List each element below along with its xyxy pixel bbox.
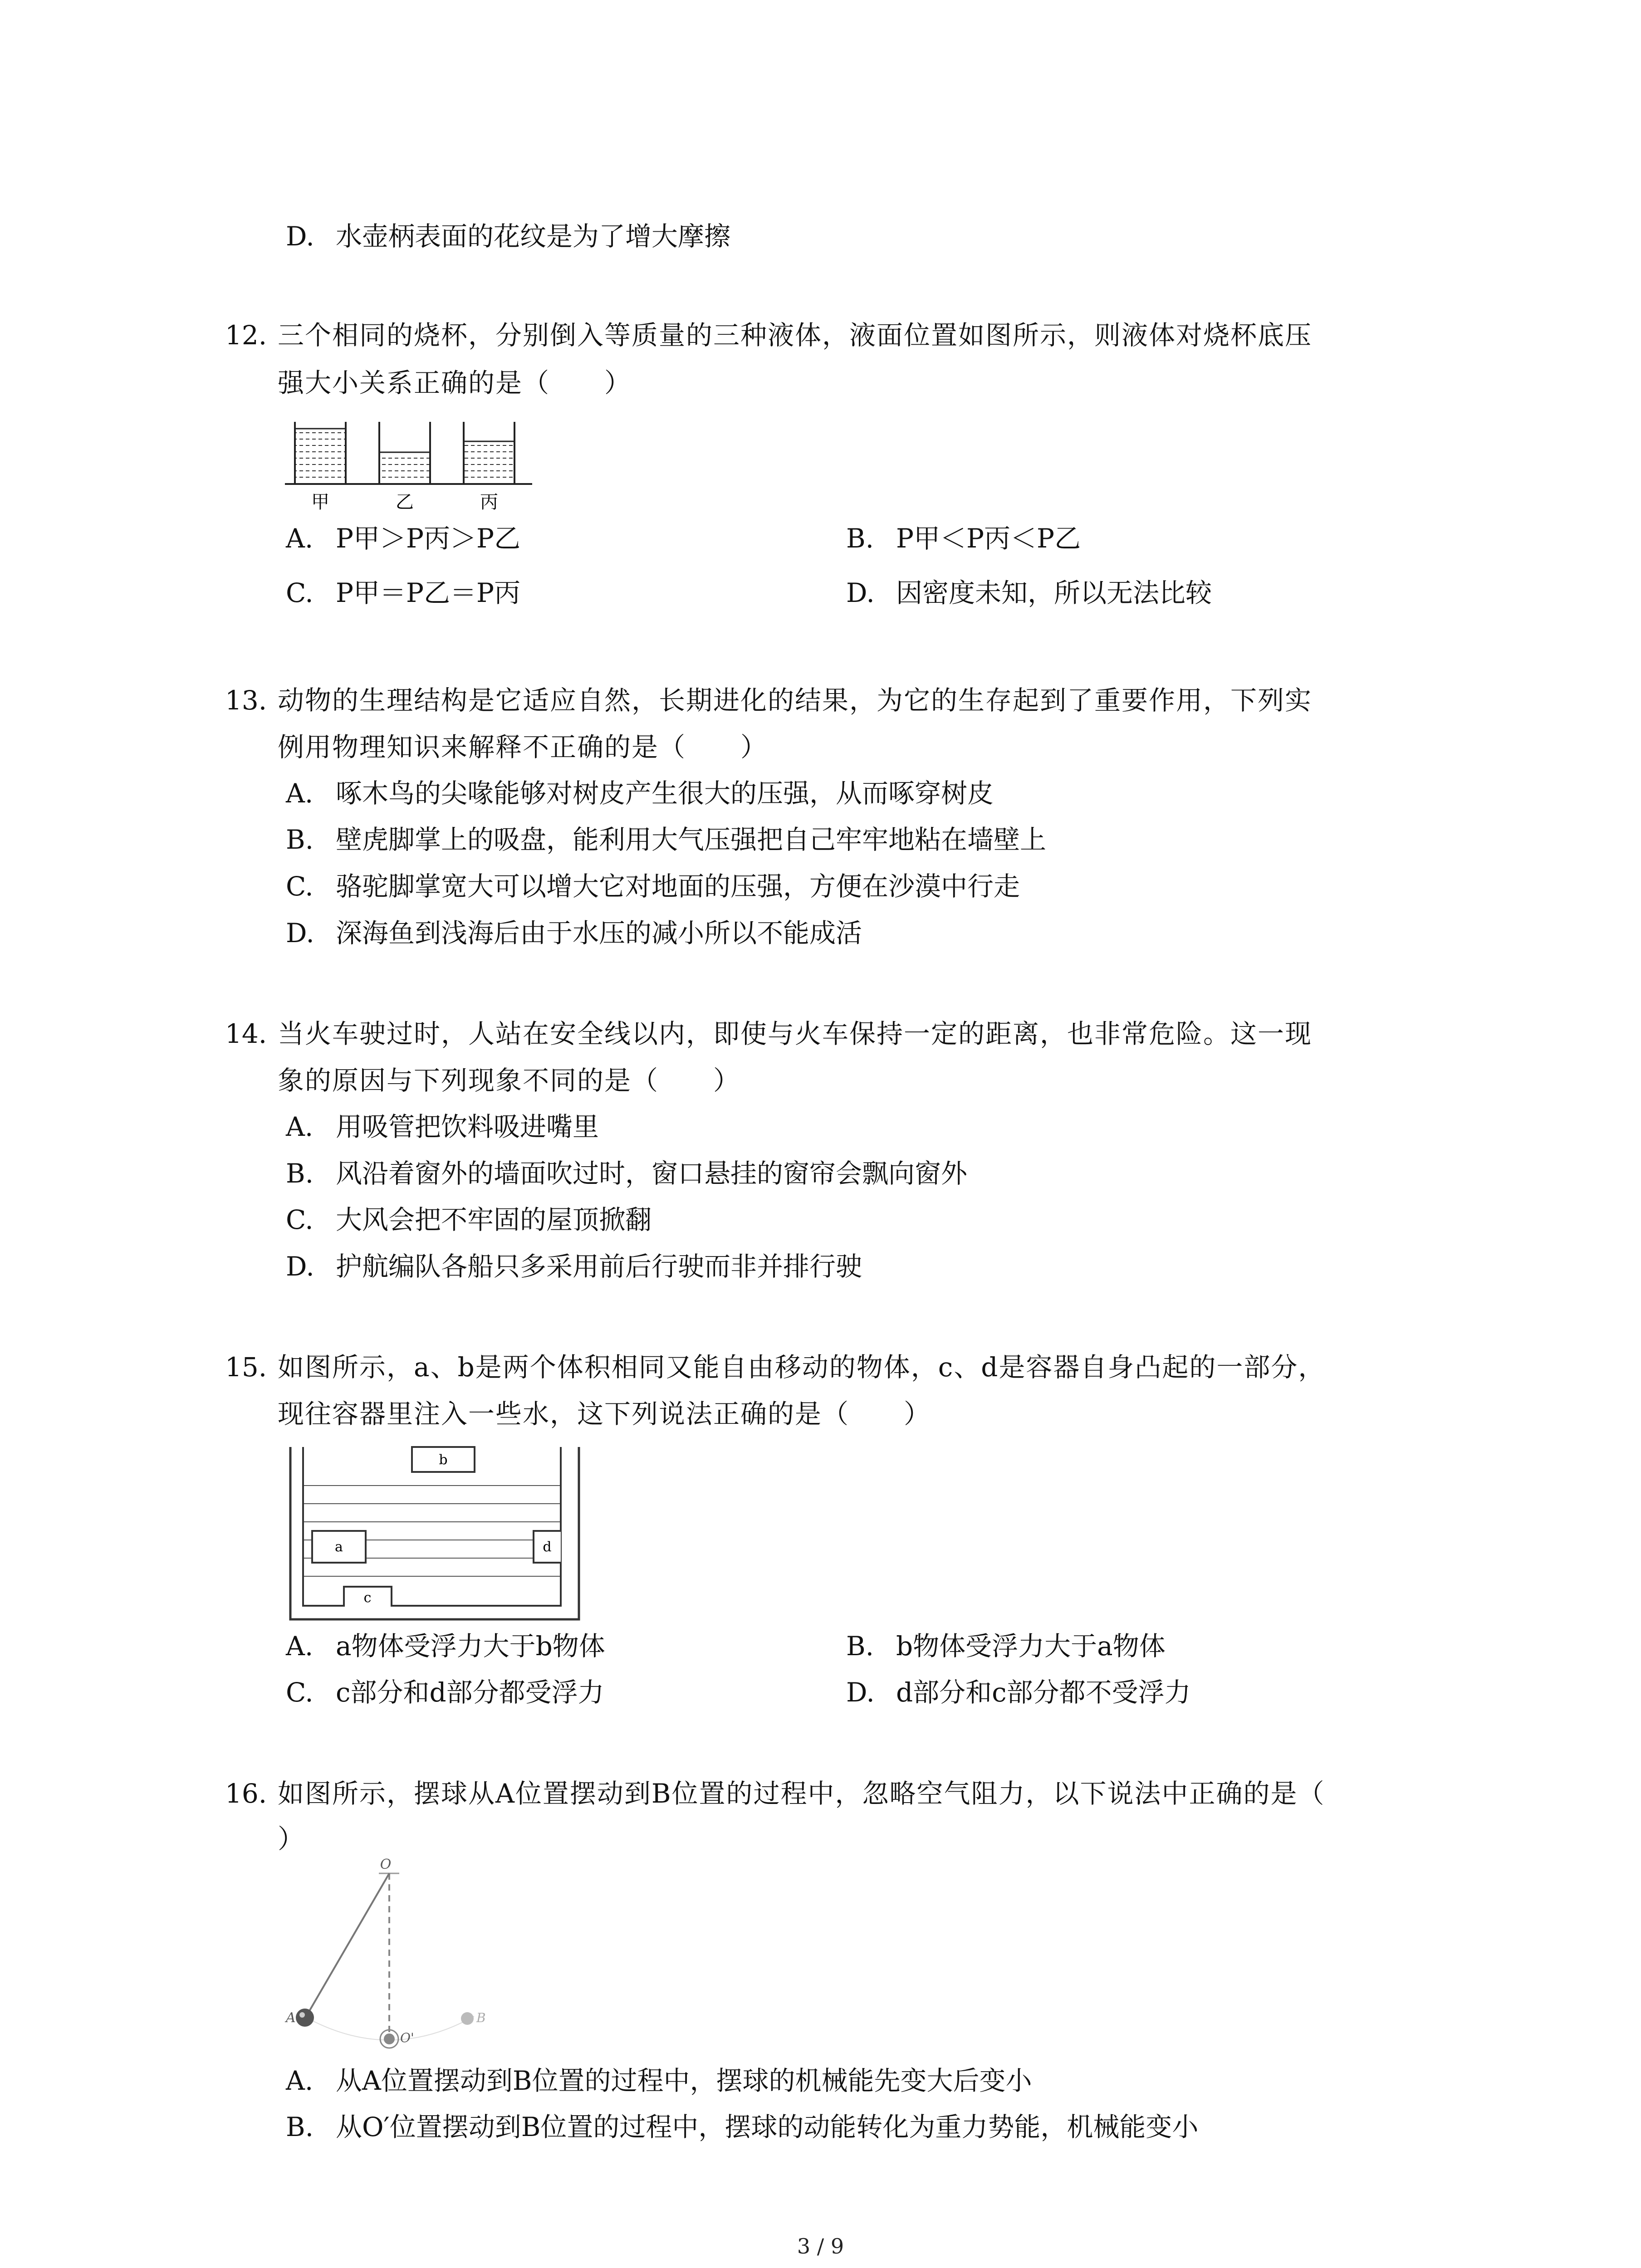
q12-option-d [846,577,1212,608]
option-letter: C. [286,577,314,608]
q13-number: 13. [225,685,267,716]
q14-stem-line1: 当火车驶过时，人站在安全线以内，即使与火车保持一定的距离，也非常危险。这一现 [278,1018,1313,1049]
option-letter: D. [286,918,314,948]
option-text: P甲＞P丙＞P乙 [336,523,521,554]
label-yi: 乙 [396,492,414,513]
option-letter: A. [286,778,314,809]
label-b: b [439,1452,448,1468]
option-letter: B. [286,824,314,855]
q13-stem-line2: 例用物理知识来解释不正确的是（ ） [278,732,768,763]
option-text: a物体受浮力大于b物体 [336,1631,605,1662]
label-b-pos: B [476,2010,486,2025]
q14-stem-line2: 象的原因与下列现象不同的是（ ） [278,1065,741,1096]
q16-number: 16. [225,1778,267,1809]
q16-figure-pendulum [272,1855,526,2055]
q15-stem-line2: 现往容器里注入一些水，这下列说法正确的是（ ） [278,1398,931,1429]
option-text: 护航编队各船只多采用前后行驶而非并排行驶 [336,1251,862,1282]
option-text: 壁虎脚掌上的吸盘，能利用大气压强把自己牢牢地粘在墙壁上 [336,824,1047,855]
option-text: P甲＝P乙＝P丙 [336,577,521,608]
option-text: 大风会把不牢固的屋顶掀翻 [336,1204,652,1235]
q14-option-a [286,1111,599,1142]
q12-stem-line2: 强大小关系正确的是（ ） [278,367,632,398]
q15-option-d [846,1679,1191,1706]
option-text: 风沿着窗外的墙面吹过时，窗口悬挂的窗帘会飘向窗外 [336,1158,968,1189]
option-text: 水壶柄表面的花纹是为了增大摩擦 [336,221,731,252]
option-letter: C. [286,871,314,902]
q12-number: 12. [225,320,267,351]
q15-number: 15. [225,1352,267,1383]
q13-option-a [286,780,994,807]
q15-option-b [846,1631,1166,1662]
q15-option-c [286,1679,604,1706]
option-letter: C. [286,1204,314,1235]
option-letter: B. [846,1631,874,1662]
option-letter: B. [286,2112,314,2142]
q14-option-c [286,1204,652,1235]
option-letter: D. [846,1677,875,1708]
q12-option-c [286,577,521,608]
q11-option-d [286,221,731,252]
label-a-pos: A [286,2010,296,2026]
page-number: 3 / 9 [797,2234,844,2258]
label-d: d [543,1539,552,1555]
q14-option-d [286,1253,862,1280]
option-letter: D. [286,221,314,252]
option-letter: A. [286,523,314,554]
label-c: c [363,1590,372,1606]
q13-option-c [286,871,1020,902]
q15-stem-line1: 如图所示，a、b是两个体积相同又能自由移动的物体，c、d是容器自身凸起的一部分， [278,1352,1326,1383]
option-letter: C. [286,1677,314,1708]
q16-stem-line1: 如图所示，摆球从A位置摆动到B位置的过程中，忽略空气阻力，以下说法中正确的是（ [278,1778,1325,1809]
q15-figure-container [285,1438,584,1628]
option-text: P甲＜P丙＜P乙 [896,523,1081,554]
option-letter: A. [286,2065,314,2096]
q13-stem-line1: 动物的生理结构是它适应自然，长期进化的结果，为它的生存起到了重要作用，下列实 [278,685,1313,716]
label-o: O [380,1857,392,1872]
q12-figure-beakers [280,411,534,515]
option-letter: D. [846,577,875,608]
q16-option-a [286,2065,1032,2096]
option-letter: B. [846,523,874,554]
option-text: c部分和d部分都受浮力 [336,1677,604,1708]
label-o-prime: O' [400,2030,414,2045]
label-jia: 甲 [311,492,329,513]
q16-stem-line2: ） [278,1823,305,1854]
option-text: 骆驼脚掌宽大可以增大它对地面的压强，方便在沙漠中行走 [336,871,1020,902]
option-letter: A. [286,1631,314,1662]
option-text: 从A位置摆动到B位置的过程中，摆球的机械能先变大后变小 [336,2065,1032,2096]
option-text: 因密度未知，所以无法比较 [896,577,1212,608]
q14-option-b [286,1160,967,1187]
q14-number: 14. [225,1018,267,1049]
q15-option-a [286,1631,605,1662]
option-text: d部分和c部分都不受浮力 [896,1677,1191,1708]
option-letter: A. [286,1111,314,1142]
q16-option-b [286,2114,1198,2140]
q12-stem-line1: 三个相同的烧杯，分别倒入等质量的三种液体，液面位置如图所示，则液体对烧杯底压 [278,320,1313,351]
option-text: 用吸管把饮料吸进嘴里 [336,1111,599,1142]
q13-option-d [286,920,862,946]
q12-option-a [286,525,520,552]
q12-option-b [846,525,1081,552]
option-letter: B. [286,1158,314,1189]
option-letter: D. [286,1251,314,1282]
q13-option-b [286,826,1046,853]
option-text: 深海鱼到浅海后由于水压的减小所以不能成活 [336,918,862,948]
label-a: a [335,1539,343,1555]
option-text: 啄木鸟的尖喙能够对树皮产生很大的压强，从而啄穿树皮 [336,778,994,809]
option-text: b物体受浮力大于a物体 [896,1631,1166,1662]
label-bing: 丙 [480,492,498,513]
option-text: 从O′位置摆动到B位置的过程中，摆球的动能转化为重力势能，机械能变小 [336,2112,1199,2142]
